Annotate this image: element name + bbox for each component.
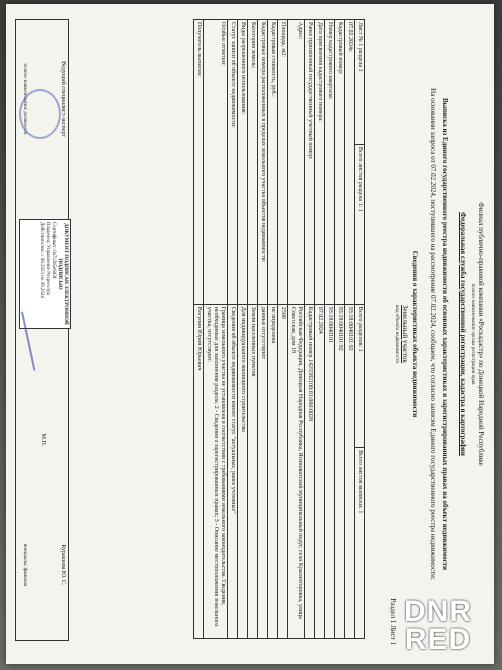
row-value: не определена [268,304,278,638]
table-row [248,20,258,639]
row-value: Российская Федерация, Донецкая Народная Республика, Ясиноватский муниципальный округ, село Красногоровка, улица Советская, дом 18 [288,304,305,638]
org-line: Филиал публично-правовой компании «Роскадастр» по Донецкой Народной Республике [477,202,485,466]
sheet-cell: Всего листов раздела 1: 1 [355,144,365,304]
table-row [288,20,305,639]
document-sheet [6,4,494,664]
table-row [315,20,325,639]
row-value: Для индивидуального жилищного строительства [238,304,248,638]
row-key: Площадь, м2: [278,20,288,305]
table-row [228,20,238,639]
row-value: 07.02.2024 [315,304,325,638]
watermark-line1: DNR [404,595,472,628]
table-row [194,20,204,639]
table-row [238,20,248,639]
sheet-cell: Всего листов выписки: 1 [355,448,365,639]
signer-name-caption: инициалы, фамилия [22,543,27,587]
row-value: Кадастровый номер 1425582100:01:000:0028 [305,304,315,638]
table-row [258,20,268,639]
row-key: Статус записи об объекте недвижимости: [228,20,238,305]
row-key: Ранее присвоенный государственный учетный номер: [305,20,315,305]
section-label: Раздел 1 Лист 1 [389,598,397,645]
table-row [305,20,315,639]
date-row [345,20,355,639]
signer-position-caption: полное наименование должности [22,63,27,135]
sheet-cell: Лист № 1 раздела 1 [355,20,365,145]
estamp-title: ДОКУМЕНТ ПОДПИСАН ЭЛЕКТРОННОЙ ПОДПИСЬЮ [57,223,68,325]
estamp-cert: Сертификат: 0a7c2b5e6d3f [51,222,56,279]
table-row [335,20,345,639]
watermark-line2: RED [404,623,472,656]
row-key: Номер кадастрового квартала: [325,20,335,305]
number-cell: 93:18:0040101:92 [345,304,355,638]
row-value: 93:18:0040101 [325,304,335,638]
row-value: Вогулин Юрий Юрьевич [194,304,204,638]
row-value: Сведения об объекте недвижимости имеют статус "актуальные, ранее учтенные" [228,304,238,638]
object-type: Земельный участок [401,305,409,363]
row-key: Виды разрешенного использования: [238,20,248,305]
row-key: Кадастровые номера расположенных в пределах земельного участка объектов недвижимости: [258,20,268,305]
sheet-cell: Всего разделов: 1 [355,304,365,447]
estamp-owner: Владелец: Управление Росреестра [45,222,50,295]
row-key: Кадастровый номер: [335,20,345,305]
watermark-logo [390,595,486,656]
sheet-row [355,20,365,639]
estamp-valid: Действителен: с 09.2023 по 09.2024 [39,222,44,298]
signer-position: Ведущий специалист-эксперт [60,61,66,137]
characteristics-table [193,19,365,639]
signer-name: Курашева Ю. С. [60,544,66,586]
object-type-caption: вид объекта недвижимости [394,304,399,364]
table-row [278,20,288,639]
row-key: Кадастровая стоимость, руб.: [268,20,278,305]
row-key: Адрес: [288,20,305,305]
row-key: Особые отметки: [204,20,228,305]
table-row [204,20,228,639]
row-value: 2500 [278,304,288,638]
agency-title: Федеральная служба государственной регистрации, кадастра и картографии [459,212,467,456]
row-key: Получатель выписки: [194,20,204,305]
org-caption: полное наименование органа регистрации прав [470,283,475,385]
row-key: Категория земель: [248,20,258,305]
document-note: На основании запроса от 07.02.2024, поступившего на рассмотрение 07.02.2024, сообщаем, что согласно записям Единого государственного реестра недвижимости: [429,88,437,580]
row-value: данные отсутствуют [258,304,268,638]
date-cell: 07.02.2024г. [345,20,355,305]
row-value: 93:18:0040101:92 [335,304,345,638]
official-seal [19,89,61,139]
document-subtitle: Сведения о характеристиках объекта недвижимости [411,250,419,418]
row-value: Граница земельного участка не установлена в соответствии с требованиями земельного законодательства. Сведения, необходимые для заполнения раздела: 2 - Сведения о зарегистрированных правах; 3 - Описание местоположения земельного участка, отсутствуют. [204,304,228,638]
row-value: Земли населенных пунктов [248,304,258,638]
rotated-document [11,9,489,659]
stamp-place-label: М.П. [40,433,46,447]
table-row [325,20,335,639]
document-title: Выписка из Единого государственного реестра недвижимости об основных характеристиках и зарегистрированных правах на объект недвижимости [441,97,449,571]
row-key: Дата присвоения кадастрового номера: [315,20,325,305]
table-row [268,20,278,639]
